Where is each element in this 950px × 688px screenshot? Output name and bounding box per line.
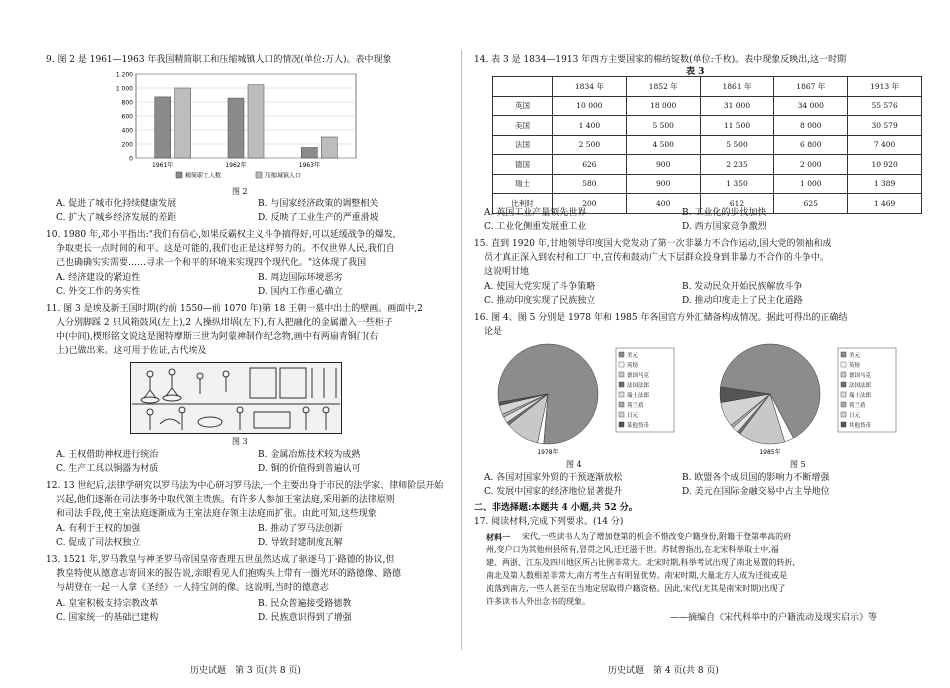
- spindle-table: [492, 76, 922, 214]
- q15-line-1: 15. 直到 1920 年,甘地领导印度国大党发动了第一次非暴力不合作运动,国大党的领袖和成: [474, 239, 832, 249]
- legend-label: 瑞士法郎: [627, 393, 650, 399]
- table-cell: 1 350: [700, 174, 774, 194]
- legend-label: 荷兰盾: [627, 403, 644, 409]
- q11-line-4: 上)已做出来。这可用于佐证,古代埃及: [56, 346, 207, 356]
- legend-swatch: [619, 352, 624, 357]
- table-header-cell: 1861 年: [700, 77, 774, 97]
- q16-line-1: 16. 图 4、图 5 分别是 1978 年和 1985 年各国官方外汇储备构成情况。据此可得出的正确结: [474, 313, 848, 323]
- table-row: [493, 135, 922, 155]
- legend-swatch: [841, 372, 846, 377]
- material-source: ——摘编自《宋代科举中的户籍流动及现实启示》等: [670, 613, 878, 623]
- table-row: [493, 155, 922, 175]
- legend-label: 其他货币: [849, 423, 872, 429]
- pie-chart-1985: [710, 338, 920, 458]
- page-footer-right: 历史试题 第 4 页(共 8 页): [608, 666, 719, 676]
- table-cell: 5 500: [700, 135, 774, 155]
- table-row: [493, 116, 922, 136]
- legend-label: 日元: [849, 413, 861, 419]
- q16-option-d[interactable]: D. 美元在国际金融交易中占主导地位: [682, 487, 830, 497]
- table-cell: 4 500: [626, 135, 700, 155]
- legend-swatch: [841, 362, 846, 367]
- legend-swatch: [841, 422, 846, 427]
- q11-option-d[interactable]: D. 铜的价值得到普遍认可: [258, 464, 361, 474]
- table-header-cell: 1867 年: [774, 77, 848, 97]
- legend-label: 某他货币: [627, 423, 650, 429]
- q11-option-c[interactable]: C. 生产工具以铜器为材质: [56, 464, 159, 474]
- material-line-2: 州,变户口为其他州县所有,冒贯之风,迁迁滋于世。苏轼曾指出,在北宋科举取士中,福: [486, 545, 779, 554]
- table-cell: 瑞士: [493, 174, 553, 194]
- bar: [321, 137, 337, 158]
- table-header-cell: [493, 77, 553, 97]
- table-cell: 法国: [493, 135, 553, 155]
- bar: [301, 148, 317, 159]
- q16-line-2: 论是: [484, 327, 503, 337]
- q13-option-b[interactable]: B. 民众普遍接受路德教: [258, 599, 352, 609]
- q16-option-a[interactable]: A. 各国对国家外贸的干预逐渐放松: [484, 473, 623, 483]
- q10-option-d[interactable]: D. 国内工作重心确立: [258, 287, 343, 297]
- y-tick-label: 1 000: [115, 85, 133, 93]
- legend-swatch: [619, 412, 624, 417]
- table-cell: 580: [553, 174, 627, 194]
- table-header-cell: 1852 年: [626, 77, 700, 97]
- x-tick-label: 1962年: [225, 162, 247, 169]
- table-cell: 18 000: [626, 96, 700, 116]
- q12-line-3: 和司法手段,使王室法庭逐渐成为王室法庭存领主法庭而扩张。由此可知,这些现象: [56, 509, 377, 519]
- q13-option-d[interactable]: D. 民族意识得到了增强: [258, 613, 352, 623]
- legend-swatch: [841, 352, 846, 357]
- bar: [248, 85, 264, 158]
- table-cell: 美国: [493, 116, 553, 136]
- legend-label: 英镑: [627, 363, 639, 369]
- material-line-3: 建、两浙、江东及四川地区所占比例非常大。北宋时期,科举考试出现了南北易置的转折,: [486, 558, 796, 567]
- table-cell: 34 000: [774, 96, 848, 116]
- table-cell: 11 500: [700, 116, 774, 136]
- q10-line-3: 己也确确实实需要……寻求一个和平的环境来实现四个现代化。"这体现了我国: [56, 258, 367, 268]
- y-tick-label: 0: [129, 155, 133, 163]
- material-label: 材料一: [486, 532, 510, 542]
- q12-option-b[interactable]: B. 推动了罗马法创新: [258, 524, 343, 534]
- table-cell: 200: [553, 194, 627, 214]
- q16-option-c[interactable]: C. 发展中国家的经济地位显著提升: [484, 487, 623, 497]
- left-page: [0, 0, 466, 688]
- pie-year-label: 1985年: [759, 449, 781, 456]
- q14-option-d[interactable]: D. 西方国家竞争激烈: [682, 222, 767, 232]
- q12-line-1: 12. 13 世纪后,法律学研究以罗马法为中心研习罗马法,一个主要出身于市民的法学家、律师阶层开始: [46, 481, 444, 491]
- q11-line-1: 11. 图 3 是埃及新王国时期(约前 1550—前 1070 年)第 18 王朝一墓中出土的壁画。画面中,2: [46, 304, 423, 314]
- table-cell: 2 235: [700, 155, 774, 175]
- q9-caption: 图 2: [232, 187, 248, 196]
- table-row: [493, 174, 922, 194]
- legend-swatch: [841, 412, 846, 417]
- legend-swatch: [256, 172, 262, 178]
- legend-swatch: [619, 382, 624, 387]
- table-cell: 55 576: [848, 96, 922, 116]
- q9-option-c[interactable]: C. 扩大了城乡经济发展的差距: [56, 213, 177, 223]
- legend-label: 日元: [627, 413, 639, 419]
- bar: [175, 88, 191, 158]
- legend-swatch: [619, 402, 624, 407]
- table-cell: 900: [626, 155, 700, 175]
- q16-caption-2: 图 5: [790, 460, 806, 469]
- q15-line-3: 这说明甘地: [484, 267, 530, 277]
- bar: [155, 97, 171, 158]
- q15-option-a[interactable]: A. 使国大党实现了斗争策略: [484, 282, 596, 292]
- egyptian-mural-image: [130, 362, 342, 434]
- table-cell: 1 400: [553, 116, 627, 136]
- q14-option-b[interactable]: B. 工业化的步伐加快: [682, 208, 767, 218]
- q10-option-c[interactable]: C. 外交工作的务实性: [56, 287, 141, 297]
- page-footer-left: 历史试题 第 3 页(共 8 页): [190, 666, 301, 676]
- q13-line-2: 教皇特使从德意志寄回来的报告说,亲眼看见人们抱购头上带有一圈光环的路德像、路德: [56, 569, 401, 579]
- table-cell: 英国: [493, 96, 553, 116]
- table-cell: 5 500: [626, 116, 700, 136]
- table-cell: 625: [774, 194, 848, 214]
- right-page: [474, 0, 950, 688]
- x-tick-label: 1961年: [152, 162, 174, 169]
- q13-option-c[interactable]: C. 国家统一的基础已建构: [56, 613, 159, 623]
- q15-option-c[interactable]: C. 推动印度实现了民族独立: [484, 296, 596, 306]
- material-line-4: 南北及第人数相差非常大,南方考生占有明显优势。南宋时期,大量北方人成为迁徙或是: [486, 571, 788, 580]
- legend-label: 英镑: [849, 363, 861, 369]
- table-cell: 8 000: [774, 116, 848, 136]
- q13-line-1: 13. 1521 年,罗马教皇与神圣罗马帝国皇帝查理五世虽然达成了驱逐马丁·路德的协议,但: [46, 555, 395, 565]
- q15-option-d[interactable]: D. 推动印度走上了民主化道路: [682, 296, 803, 306]
- q14-stem: 14. 表 3 是 1834—1913 年西方主要国家的棉纺锭数(单位:千枚)。表中现象反映出,这一时期: [474, 55, 847, 65]
- material-line-5: 流落到南方,一些人甚至在当地定居取得户籍资格。因此,宋代(尤其是南宋时期)出现了: [486, 584, 786, 593]
- q9-stem: 9. 图 2 是 1961—1963 年我国精简职工和压缩城镇人口的情况(单位:万人)。表中现象: [46, 55, 392, 65]
- table-cell: 31 000: [700, 96, 774, 116]
- q17-heading: 17. 阅读材料,完成下列要求。(14 分): [474, 517, 624, 527]
- legend-swatch: [619, 422, 624, 427]
- bar-chart: [100, 68, 380, 186]
- x-tick-label: 1963年: [298, 162, 320, 169]
- q12-option-c[interactable]: C. 促成了司法权独立: [56, 538, 141, 548]
- legend-label: 美元: [627, 353, 639, 359]
- q10-option-b[interactable]: B. 周边国际环境恶劣: [258, 273, 343, 283]
- q14-option-c[interactable]: C. 工业化侧重发展重工业: [484, 222, 587, 232]
- q12-option-d[interactable]: D. 导致封建制度瓦解: [258, 538, 343, 548]
- legend-swatch: [841, 382, 846, 387]
- table-cell: 900: [626, 174, 700, 194]
- table-row: [493, 96, 922, 116]
- y-tick-label: 400: [121, 127, 133, 135]
- table-cell: 1 000: [774, 174, 848, 194]
- legend-label: 法国法郎: [627, 383, 650, 389]
- y-tick-label: 200: [121, 141, 133, 149]
- y-tick-label: 1 200: [115, 71, 133, 79]
- q10-line-2: 争取更长一点时间的和平。这是可能的,我们也正是这样努力的。不仅世界人民,我们自: [56, 244, 395, 254]
- q11-line-3: 中(中间),楔形铭文说这是图特摩斯三世为阿蒙神制作纪念物,画中有两扇青铜门(右: [56, 332, 379, 342]
- section-2-heading: 二、非选择题:本题共 4 小题,共 52 分。: [474, 503, 638, 513]
- material-line-1: 宋代,一些读书人为了增加登第的机会不惜改变户籍身份,附籍于登第率高的府: [522, 532, 792, 541]
- table-cell: 10 000: [553, 96, 627, 116]
- table-cell: 德国: [493, 155, 553, 175]
- legend-swatch: [619, 372, 624, 377]
- q11-caption: 图 3: [232, 437, 248, 446]
- legend-swatch: [619, 392, 624, 397]
- table-cell: 626: [553, 155, 627, 175]
- legend-label: 美元: [849, 353, 861, 359]
- table-header-cell: 1913 年: [848, 77, 922, 97]
- table-cell: 1 389: [848, 174, 922, 194]
- legend-label: 荷兰盾: [849, 403, 866, 409]
- q15-option-b[interactable]: B. 发动民众开始民族解放斗争: [682, 282, 803, 292]
- legend-swatch: [841, 402, 846, 407]
- q12-option-a[interactable]: A. 有利于王权的加强: [56, 524, 141, 534]
- table-header-row: [493, 77, 922, 97]
- q13-line-3: 与胡登在一起一人拿《圣经》一人持宝剑的像。这说明,当时的德意志: [56, 583, 329, 593]
- q11-option-b[interactable]: B. 金属冶炼技术较为成熟: [258, 450, 361, 460]
- table-cell: 6 800: [774, 135, 848, 155]
- pie-chart-1978: [488, 338, 698, 458]
- bar: [228, 98, 244, 158]
- y-tick-label: 800: [121, 99, 133, 107]
- q11-option-a[interactable]: A. 王权借助神权进行统治: [56, 450, 159, 460]
- q14-option-a[interactable]: A. 英国工业产量领先世界: [484, 208, 587, 218]
- table-cell: 10 920: [848, 155, 922, 175]
- q10-option-a[interactable]: A. 经济建设的紧迫性: [56, 273, 141, 283]
- table-cell: 2 000: [774, 155, 848, 175]
- legend-swatch: [176, 172, 182, 178]
- q16-option-b[interactable]: B. 欧盟各个成员国的影响力不断增强: [682, 473, 830, 483]
- table-cell: 30 579: [848, 116, 922, 136]
- q9-option-a[interactable]: A. 促进了城市化持续健康发展: [56, 199, 177, 209]
- table-cell: 2 500: [553, 135, 627, 155]
- legend-box: [616, 348, 674, 432]
- legend-label: 精简职工人数: [185, 172, 222, 180]
- legend-label: 压缩城镇人口: [265, 172, 302, 180]
- table-cell: 1 469: [848, 194, 922, 214]
- material-line-6: 许多读书人外出念书的现象。: [486, 597, 590, 606]
- q9-option-b[interactable]: B. 与国家经济政策的调整相关: [258, 199, 379, 209]
- table-header-cell: 1834 年: [553, 77, 627, 97]
- q16-caption-1: 图 4: [566, 460, 582, 469]
- q15-line-2: 员才真正深入到农村和工厂中,宣传和鼓动广大下层群众投身到非暴力不合作的斗争中。: [484, 253, 829, 263]
- table-cell: 612: [700, 194, 774, 214]
- table-cell: 7 400: [848, 135, 922, 155]
- legend-label: 德国马克: [627, 373, 650, 379]
- table-title: 表 3: [686, 67, 705, 77]
- table-cell: 比利时: [493, 194, 553, 214]
- table-cell: 400: [626, 194, 700, 214]
- q9-option-d[interactable]: D. 反映了工业生产的严重滑坡: [258, 213, 379, 223]
- legend-label: 法国法郎: [849, 383, 872, 389]
- q11-line-2: 人分别脚踩 2 只风箱鼓风(左上),2 人操纵坩埚(左下),有人把融化的金属灌入一些柜子: [56, 318, 393, 328]
- pie-year-label: 1978年: [537, 449, 559, 456]
- legend-swatch: [841, 392, 846, 397]
- q13-option-a[interactable]: A. 皇室积极支持宗教改革: [56, 599, 159, 609]
- q12-line-2: 兴起,他们逐渐在司法事务中取代领主贵族。有许多人参加王室法庭,采用新的法律原则: [56, 495, 395, 505]
- legend-swatch: [619, 362, 624, 367]
- legend-label: 瑞士法郎: [849, 393, 872, 399]
- q10-line-1: 10. 1980 年,邓小平指出:"我们有信心,如果反霸权主义斗争搞得好,可以延缓战争的爆发,: [46, 230, 396, 240]
- legend-label: 德国马克: [849, 373, 872, 379]
- legend-box: [838, 348, 896, 432]
- y-tick-label: 600: [121, 113, 133, 121]
